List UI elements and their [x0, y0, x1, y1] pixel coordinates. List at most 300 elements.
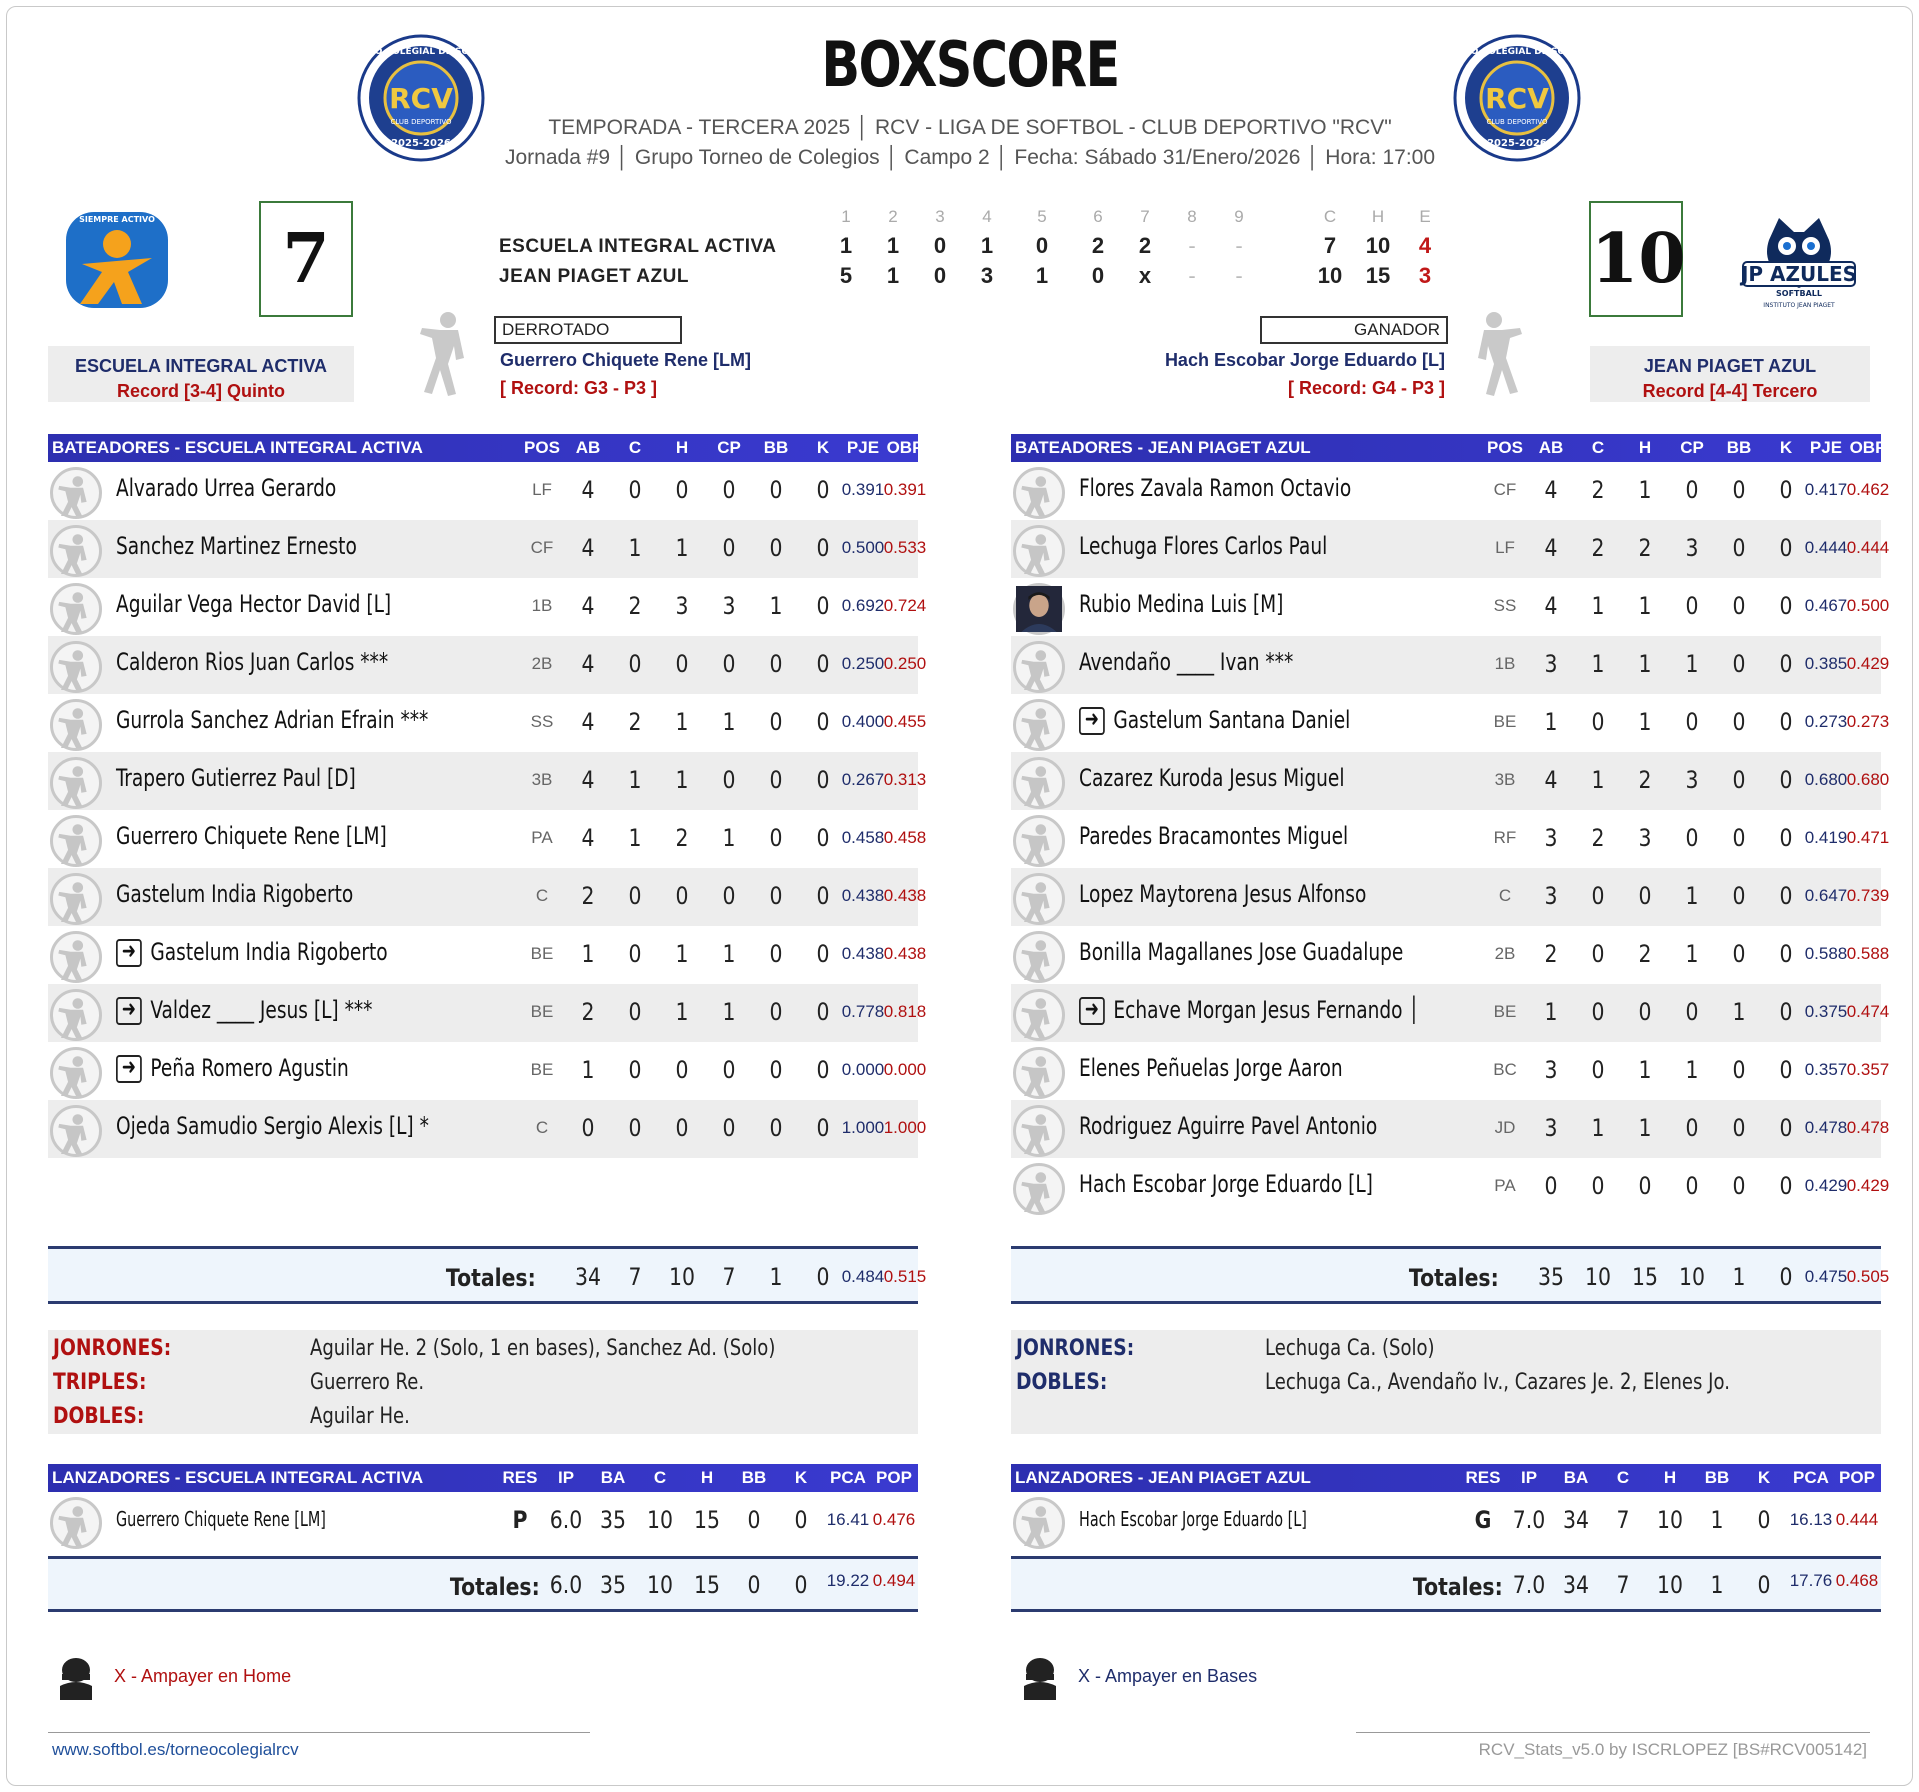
- home-pit-header: [1011, 1464, 1881, 1492]
- stat-cp: 1: [722, 708, 736, 736]
- away-bat-header: [48, 434, 924, 462]
- table-row: [1011, 1100, 1890, 1158]
- away-xbh-label: TRIPLES:: [53, 1370, 147, 1395]
- stat-ab: 1: [581, 940, 595, 968]
- player-name-text: Gurrola Sanchez Adrian Efrain ***: [116, 706, 429, 734]
- away-inning-3: 0: [933, 233, 947, 258]
- away-pit-col-res: RES: [502, 1468, 538, 1487]
- stat-k: 0: [816, 1056, 830, 1084]
- stat-pje: 0.000: [841, 1060, 885, 1079]
- stat-ab: 4: [1544, 476, 1558, 504]
- stat-h: 3: [1638, 824, 1652, 852]
- player-avatar-icon: [50, 873, 102, 925]
- stat-pos: BC: [1493, 1060, 1517, 1079]
- loser-label: DERROTADO: [494, 316, 682, 344]
- stat-h: 1: [1638, 708, 1652, 736]
- stat-ab: 3: [1544, 824, 1558, 852]
- stat-cp: 1: [1685, 1056, 1699, 1084]
- home-pit-col-ba: BA: [1563, 1468, 1589, 1487]
- away-pit-col-c: C: [653, 1468, 667, 1487]
- stat-bb: 0: [1732, 650, 1746, 678]
- player-name-text: Sanchez Martinez Ernesto: [116, 532, 357, 560]
- pit-stat-h: 15: [694, 1506, 720, 1534]
- total-obp: 0.505: [1846, 1267, 1890, 1286]
- player-avatar-icon: [1013, 1163, 1065, 1215]
- stat-pos: BE: [530, 1060, 554, 1079]
- stat-ab: 0: [1544, 1172, 1558, 1200]
- away-pit-header: [48, 1464, 918, 1492]
- pit-total-k: 0: [1757, 1571, 1771, 1599]
- player-name-text: Flores Zavala Ramon Octavio: [1079, 474, 1352, 502]
- stat-ab: 1: [1544, 708, 1558, 736]
- home-xbh-value: Lechuga Ca., Avendaño Iv., Cazares Je. 2, Elenes Jo.: [1265, 1370, 1730, 1395]
- svg-text:SOFTBALL: SOFTBALL: [1776, 289, 1822, 298]
- away-pit-title: LANZADORES - ESCUELA INTEGRAL ACTIVA: [52, 1468, 424, 1487]
- stat-k: 0: [1779, 1056, 1793, 1084]
- away-xbh-label: DOBLES:: [53, 1404, 145, 1429]
- away-inning-7: 2: [1138, 233, 1152, 258]
- stat-obp: 0.429: [1846, 654, 1890, 673]
- stat-pje: 0.273: [1804, 712, 1848, 731]
- stat-cp: 0: [1685, 1172, 1699, 1200]
- svg-text:SIEMPRE ACTIVO: SIEMPRE ACTIVO: [79, 215, 155, 224]
- table-row: [1011, 578, 1890, 636]
- stat-c: 0: [1591, 1056, 1605, 1084]
- stat-cp: 0: [1685, 824, 1699, 852]
- player-avatar-icon: [1013, 1047, 1065, 1099]
- stat-pos: BE: [530, 1002, 554, 1021]
- away-inning-9: -: [1235, 233, 1243, 258]
- stat-cp: 0: [1685, 476, 1699, 504]
- stat-h: 3: [675, 592, 689, 620]
- player-name-text: Rodriguez Aguirre Pavel Antonio: [1079, 1112, 1378, 1140]
- total-k: 0: [1779, 1263, 1793, 1291]
- stat-ab: 4: [581, 476, 595, 504]
- stat-pje: 0.467: [1804, 596, 1848, 615]
- away-pitching-totals: [48, 1556, 918, 1612]
- home-bat-col-pos: POS: [1487, 438, 1523, 457]
- player-avatar-icon: [1013, 583, 1065, 635]
- stat-c: 0: [628, 882, 642, 910]
- stat-h: 1: [1638, 1114, 1652, 1142]
- pit-total-bb: 0: [747, 1571, 761, 1599]
- stat-k: 0: [1779, 998, 1793, 1026]
- stat-pje: 0.417: [1804, 480, 1848, 499]
- stat-obp: 0.455: [883, 712, 927, 731]
- away-pit-col-ba: BA: [600, 1468, 626, 1487]
- stat-c: 2: [1591, 476, 1605, 504]
- stat-ab: 4: [581, 708, 595, 736]
- stat-c: 2: [628, 708, 642, 736]
- pit-total-h: 10: [1657, 1571, 1683, 1599]
- away-batting-table: [48, 434, 927, 1158]
- player-avatar-icon: [50, 931, 102, 983]
- footer-divider-right: [1356, 1732, 1870, 1733]
- stat-cp: 0: [722, 534, 736, 562]
- svg-text:2025-2026: 2025-2026: [1487, 138, 1547, 149]
- stat-k: 0: [1779, 476, 1793, 504]
- svg-text:RCV: RCV: [389, 82, 453, 115]
- stat-cp: 3: [1685, 534, 1699, 562]
- stat-pos: PA: [1494, 1176, 1516, 1195]
- home-bat-header: [1011, 434, 1887, 462]
- player-name-text: Bonilla Magallanes Jose Guadalupe: [1079, 938, 1404, 966]
- substitution-arrow-icon: ➜: [116, 1055, 142, 1083]
- home-total-runs: 10: [1317, 263, 1343, 288]
- stat-obp: 0.458: [883, 828, 927, 847]
- stat-obp: 0.462: [1846, 480, 1890, 499]
- stat-ab: 4: [1544, 592, 1558, 620]
- umpire-left-icon: [56, 1656, 96, 1702]
- home-record-box: [1590, 346, 1870, 402]
- stat-h: 1: [675, 766, 689, 794]
- home-bat-col-ab: AB: [1538, 438, 1564, 457]
- stat-pos: BE: [1493, 1002, 1517, 1021]
- home-inning-5: 1: [1035, 263, 1049, 288]
- stat-h: 1: [1638, 1056, 1652, 1084]
- home-inning-8: -: [1188, 263, 1196, 288]
- home-pit-col-h: H: [1663, 1468, 1677, 1487]
- pitcher-avatar-icon: [50, 1497, 102, 1549]
- pitcher-row: [1011, 1492, 1881, 1550]
- stat-cp: 0: [722, 1114, 736, 1142]
- umpire-bases: X - Ampayer en Bases: [1078, 1666, 1258, 1686]
- stat-ab: 4: [581, 534, 595, 562]
- pit-total-pop: 0.468: [1835, 1571, 1879, 1590]
- table-row: [48, 694, 927, 752]
- player-name: [116, 706, 428, 734]
- total-c: 10: [1585, 1263, 1611, 1291]
- total-bb: 1: [1732, 1263, 1746, 1291]
- table-row: [48, 926, 927, 984]
- stat-k: 0: [1779, 1172, 1793, 1200]
- player-name: [116, 996, 372, 1025]
- stat-pje: 0.444: [1804, 538, 1848, 557]
- player-name-text: Trapero Gutierrez Paul [D]: [116, 764, 356, 792]
- away-xbh-label: JONRONES:: [53, 1336, 172, 1361]
- away-bat-col-cp: CP: [717, 438, 741, 457]
- stat-pos: 3B: [531, 770, 553, 789]
- stat-obp: 0.818: [883, 1002, 927, 1021]
- player-avatar-icon: [1013, 641, 1065, 693]
- pit-stat-res: G: [1474, 1506, 1492, 1534]
- stat-bb: 0: [769, 824, 783, 852]
- away-bat-col-ab: AB: [575, 438, 601, 457]
- player-name-text: Ojeda Samudio Sergio Alexis [L] *: [116, 1112, 429, 1140]
- total-obp: 0.515: [883, 1267, 927, 1286]
- pitcher-silhouette-left-icon: [418, 308, 472, 398]
- player-name-text: Cazarez Kuroda Jesus Miguel: [1079, 764, 1345, 792]
- home-totals-label: Totales:: [1409, 1264, 1499, 1292]
- stat-obp: 0.588: [1846, 944, 1890, 963]
- stat-k: 0: [816, 476, 830, 504]
- stat-pos: PA: [531, 828, 553, 847]
- stat-obp: 0.250: [883, 654, 927, 673]
- pitcher-name: Hach Escobar Jorge Eduardo [L]: [1079, 1507, 1307, 1531]
- stat-bb: 0: [769, 1056, 783, 1084]
- stat-k: 0: [816, 766, 830, 794]
- pitcher-row: [48, 1492, 918, 1550]
- table-row: [1011, 1158, 1890, 1216]
- stat-obp: 0.429: [1846, 1176, 1890, 1195]
- player-avatar-icon: [50, 1105, 102, 1157]
- home-score-box: 10: [1589, 201, 1683, 317]
- total-cp: 7: [722, 1263, 736, 1291]
- stat-h: 0: [1638, 882, 1652, 910]
- inning-header-4: 4: [982, 207, 992, 226]
- stat-bb: 0: [1732, 940, 1746, 968]
- player-name-text: Gastelum India Rigoberto: [116, 880, 354, 908]
- season-line: TEMPORADA - TERCERA 2025 │ RCV - LIGA DE SOFTBOL - CLUB DEPORTIVO "RCV": [548, 116, 1392, 139]
- pitcher-name: Guerrero Chiquete Rene [LM]: [116, 1507, 326, 1531]
- away-pit-col-k: K: [794, 1468, 808, 1487]
- stat-bb: 0: [1732, 476, 1746, 504]
- total-cp: 10: [1679, 1263, 1705, 1291]
- player-name-text: Elenes Peñuelas Jorge Aaron: [1079, 1054, 1343, 1082]
- pit-stat-pop: 0.476: [872, 1510, 916, 1529]
- home-bat-col-bb: BB: [1726, 438, 1752, 457]
- stat-ab: 3: [1544, 882, 1558, 910]
- stat-h: 2: [1638, 766, 1652, 794]
- player-name: [1079, 1054, 1343, 1082]
- player-name: [116, 822, 387, 850]
- player-name: [116, 474, 336, 502]
- player-name-text: Aguilar Vega Hector David [L]: [116, 590, 392, 618]
- inning-header-9: 9: [1234, 207, 1244, 226]
- stat-h: 1: [675, 998, 689, 1026]
- footer-url-link[interactable]: www.softbol.es/torneocolegialrcv: [52, 1740, 299, 1759]
- pit-total-bb: 1: [1710, 1571, 1724, 1599]
- pitcher-avatar-icon: [1013, 1497, 1065, 1549]
- total-pje: 0.475: [1804, 1267, 1848, 1286]
- umpire-right-icon: [1020, 1656, 1060, 1702]
- stat-ab: 1: [1544, 998, 1558, 1026]
- home-inning-1: 5: [839, 263, 853, 288]
- player-name: [1079, 938, 1403, 966]
- stat-bb: 0: [769, 476, 783, 504]
- pit-total-h: 15: [694, 1571, 720, 1599]
- player-name: [1079, 590, 1283, 618]
- stat-pos: C: [535, 886, 549, 905]
- stat-ab: 4: [581, 824, 595, 852]
- stat-bb: 0: [1732, 1172, 1746, 1200]
- player-avatar-icon: [1013, 989, 1065, 1041]
- player-name-text: Valdez ____ Jesus [L] ***: [150, 996, 373, 1024]
- stat-cp: 0: [722, 650, 736, 678]
- pit-stat-k: 0: [1757, 1506, 1771, 1534]
- stat-ab: 4: [581, 766, 595, 794]
- player-name: [1079, 1170, 1373, 1198]
- home-pit-col-bb: BB: [1704, 1468, 1730, 1487]
- stat-obp: 0.438: [883, 886, 927, 905]
- away-team-name: ESCUELA INTEGRAL ACTIVA: [74, 356, 327, 376]
- svg-text:RCV: RCV: [1485, 82, 1549, 115]
- home-team-record: Record [4-4] Tercero: [1642, 381, 1818, 401]
- pit-stat-pca: 16.41: [826, 1510, 870, 1529]
- table-row: [48, 868, 927, 926]
- home-inning-2: 1: [886, 263, 900, 288]
- player-avatar-icon: [1013, 931, 1065, 983]
- stat-obp: 0.313: [883, 770, 927, 789]
- stat-pje: 0.438: [841, 886, 885, 905]
- stat-k: 0: [816, 592, 830, 620]
- table-row: [48, 752, 927, 810]
- stat-pje: 0.375: [1804, 1002, 1848, 1021]
- home-pit-col-k: K: [1757, 1468, 1771, 1487]
- stat-pje: 0.267: [841, 770, 885, 789]
- stat-k: 0: [1779, 1114, 1793, 1142]
- player-name-text: Echave Morgan Jesus Fernando │: [1113, 996, 1420, 1024]
- stat-cp: 1: [722, 824, 736, 852]
- table-row: [48, 636, 927, 694]
- away-total-errors: 4: [1418, 233, 1432, 258]
- stat-obp: 0.739: [1846, 886, 1890, 905]
- stat-ab: 1: [581, 1056, 595, 1084]
- away-pit-totals-label: Totales:: [450, 1573, 540, 1601]
- stat-pje: 0.419: [1804, 828, 1848, 847]
- stat-pos: LF: [1495, 538, 1515, 557]
- svg-text:CLUB DEPORTIVO: CLUB DEPORTIVO: [1486, 118, 1548, 126]
- table-row: [1011, 694, 1890, 752]
- stat-pos: C: [535, 1118, 549, 1137]
- stat-bb: 0: [1732, 824, 1746, 852]
- away-pit-col-bb: BB: [741, 1468, 767, 1487]
- winning-pitcher-name: Hach Escobar Jorge Eduardo [L]: [1164, 350, 1445, 370]
- stat-pje: 0.385: [1804, 654, 1848, 673]
- pit-stat-res: P: [512, 1506, 528, 1534]
- table-row: [48, 578, 927, 636]
- player-avatar-icon: [1013, 699, 1065, 751]
- home-bat-col-cp: CP: [1680, 438, 1704, 457]
- away-record-box: [48, 346, 354, 402]
- player-name-text: Calderon Rios Juan Carlos ***: [116, 648, 389, 676]
- stat-ab: 3: [1544, 1056, 1558, 1084]
- player-avatar-icon: [1013, 873, 1065, 925]
- table-row: [48, 1042, 927, 1100]
- stat-pje: 0.500: [841, 538, 885, 557]
- away-inning-5: 0: [1035, 233, 1049, 258]
- away-xbh-value: Aguilar He.: [310, 1404, 410, 1429]
- player-name: [116, 764, 356, 792]
- stat-k: 0: [1779, 534, 1793, 562]
- winning-pitcher-record: [ Record: G4 - P3 ]: [1287, 378, 1445, 398]
- stat-k: 0: [816, 998, 830, 1026]
- stat-ab: 4: [1544, 766, 1558, 794]
- stat-cp: 1: [722, 998, 736, 1026]
- player-name-text: Paredes Bracamontes Miguel: [1079, 822, 1349, 850]
- home-pit-col-pca: PCA: [1793, 1468, 1829, 1487]
- stat-pos: LF: [532, 480, 552, 499]
- player-avatar-icon: [50, 989, 102, 1041]
- home-pit-totals-label: Totales:: [1413, 1573, 1503, 1601]
- stat-ab: 2: [581, 998, 595, 1026]
- home-pit-col-pop: POP: [1839, 1468, 1875, 1487]
- page-title: BOXSCORE: [821, 28, 1119, 101]
- pit-total-c: 7: [1616, 1571, 1630, 1599]
- stat-pos: 2B: [1494, 944, 1516, 963]
- player-name: [1079, 532, 1327, 560]
- home-batting-table: [1011, 434, 1890, 1216]
- stat-k: 0: [1779, 940, 1793, 968]
- stat-c: 0: [1591, 940, 1605, 968]
- away-pitching-table: [48, 1464, 918, 1606]
- home-extra-base-hits: [1011, 1330, 1881, 1434]
- home-total-errors: 3: [1418, 263, 1432, 288]
- stat-ab: 3: [1544, 1114, 1558, 1142]
- stat-k: 0: [1779, 824, 1793, 852]
- home-xbh-label: DOBLES:: [1016, 1370, 1108, 1395]
- stat-cp: 0: [1685, 998, 1699, 1026]
- stat-c: 0: [628, 1114, 642, 1142]
- table-row: [48, 462, 927, 520]
- inning-header-1: 1: [841, 207, 851, 226]
- stat-obp: 0.444: [1846, 538, 1890, 557]
- stat-obp: 0.273: [1846, 712, 1890, 731]
- svg-text:CLUB DEPORTIVO: CLUB DEPORTIVO: [390, 118, 452, 126]
- losing-pitcher-name: Guerrero Chiquete Rene [LM]: [500, 350, 752, 370]
- stat-c: 1: [628, 766, 642, 794]
- stat-pje: 0.588: [1804, 944, 1848, 963]
- stat-bb: 0: [1732, 766, 1746, 794]
- home-xbh-label: JONRONES:: [1016, 1336, 1135, 1361]
- stat-pos: CF: [530, 538, 554, 557]
- away-team-record: Record [3-4] Quinto: [116, 381, 285, 401]
- losing-pitcher-record: [ Record: G3 - P3 ]: [500, 378, 658, 398]
- away-totals-label: Totales:: [446, 1264, 536, 1292]
- stat-pje: 0.692: [841, 596, 885, 615]
- home-pit-col-res: RES: [1465, 1468, 1501, 1487]
- stat-ab: 3: [1544, 650, 1558, 678]
- home-pit-title: LANZADORES - JEAN PIAGET AZUL: [1015, 1468, 1311, 1487]
- stat-pos: RF: [1493, 828, 1517, 847]
- total-h: 10: [669, 1263, 695, 1291]
- stat-h: 2: [675, 824, 689, 852]
- pit-stat-h: 10: [1657, 1506, 1683, 1534]
- stat-k: 0: [1779, 766, 1793, 794]
- stat-c: 0: [628, 476, 642, 504]
- stat-h: 0: [675, 1114, 689, 1142]
- table-row: [1011, 520, 1890, 578]
- pit-stat-pop: 0.444: [1835, 1510, 1879, 1529]
- stat-pje: 0.250: [841, 654, 885, 673]
- away-score-box: 7: [259, 201, 353, 317]
- stat-bb: 0: [1732, 1056, 1746, 1084]
- away-inning-2: 1: [886, 233, 900, 258]
- away-batting-totals: [48, 1246, 927, 1304]
- home-pitching-table: [1011, 1464, 1881, 1606]
- stat-cp: 0: [722, 882, 736, 910]
- total-pje: 0.484: [841, 1267, 885, 1286]
- home-inning-6: 0: [1091, 263, 1105, 288]
- pit-stat-bb: 1: [1710, 1506, 1724, 1534]
- inning-header-3: 3: [935, 207, 945, 226]
- pit-total-pop: 0.494: [872, 1571, 916, 1590]
- footer-credit: RCV_Stats_v5.0 by ISCRLOPEZ [BS#RCV005142]: [1478, 1740, 1867, 1759]
- player-name-text: Gastelum India Rigoberto: [150, 938, 388, 966]
- pit-stat-ba: 34: [1563, 1506, 1589, 1534]
- table-row: [48, 1100, 927, 1158]
- stat-cp: 0: [1685, 592, 1699, 620]
- player-name-text: Alvarado Urrea Gerardo: [116, 474, 337, 502]
- stat-ab: 0: [581, 1114, 595, 1142]
- table-row: [1011, 636, 1890, 694]
- substitution-arrow-icon: ➜: [1079, 997, 1105, 1025]
- stat-h: 1: [675, 708, 689, 736]
- home-bat-col-k: K: [1779, 438, 1793, 457]
- table-row: [1011, 1042, 1890, 1100]
- total-c: 7: [628, 1263, 642, 1291]
- player-name: [1079, 1112, 1377, 1140]
